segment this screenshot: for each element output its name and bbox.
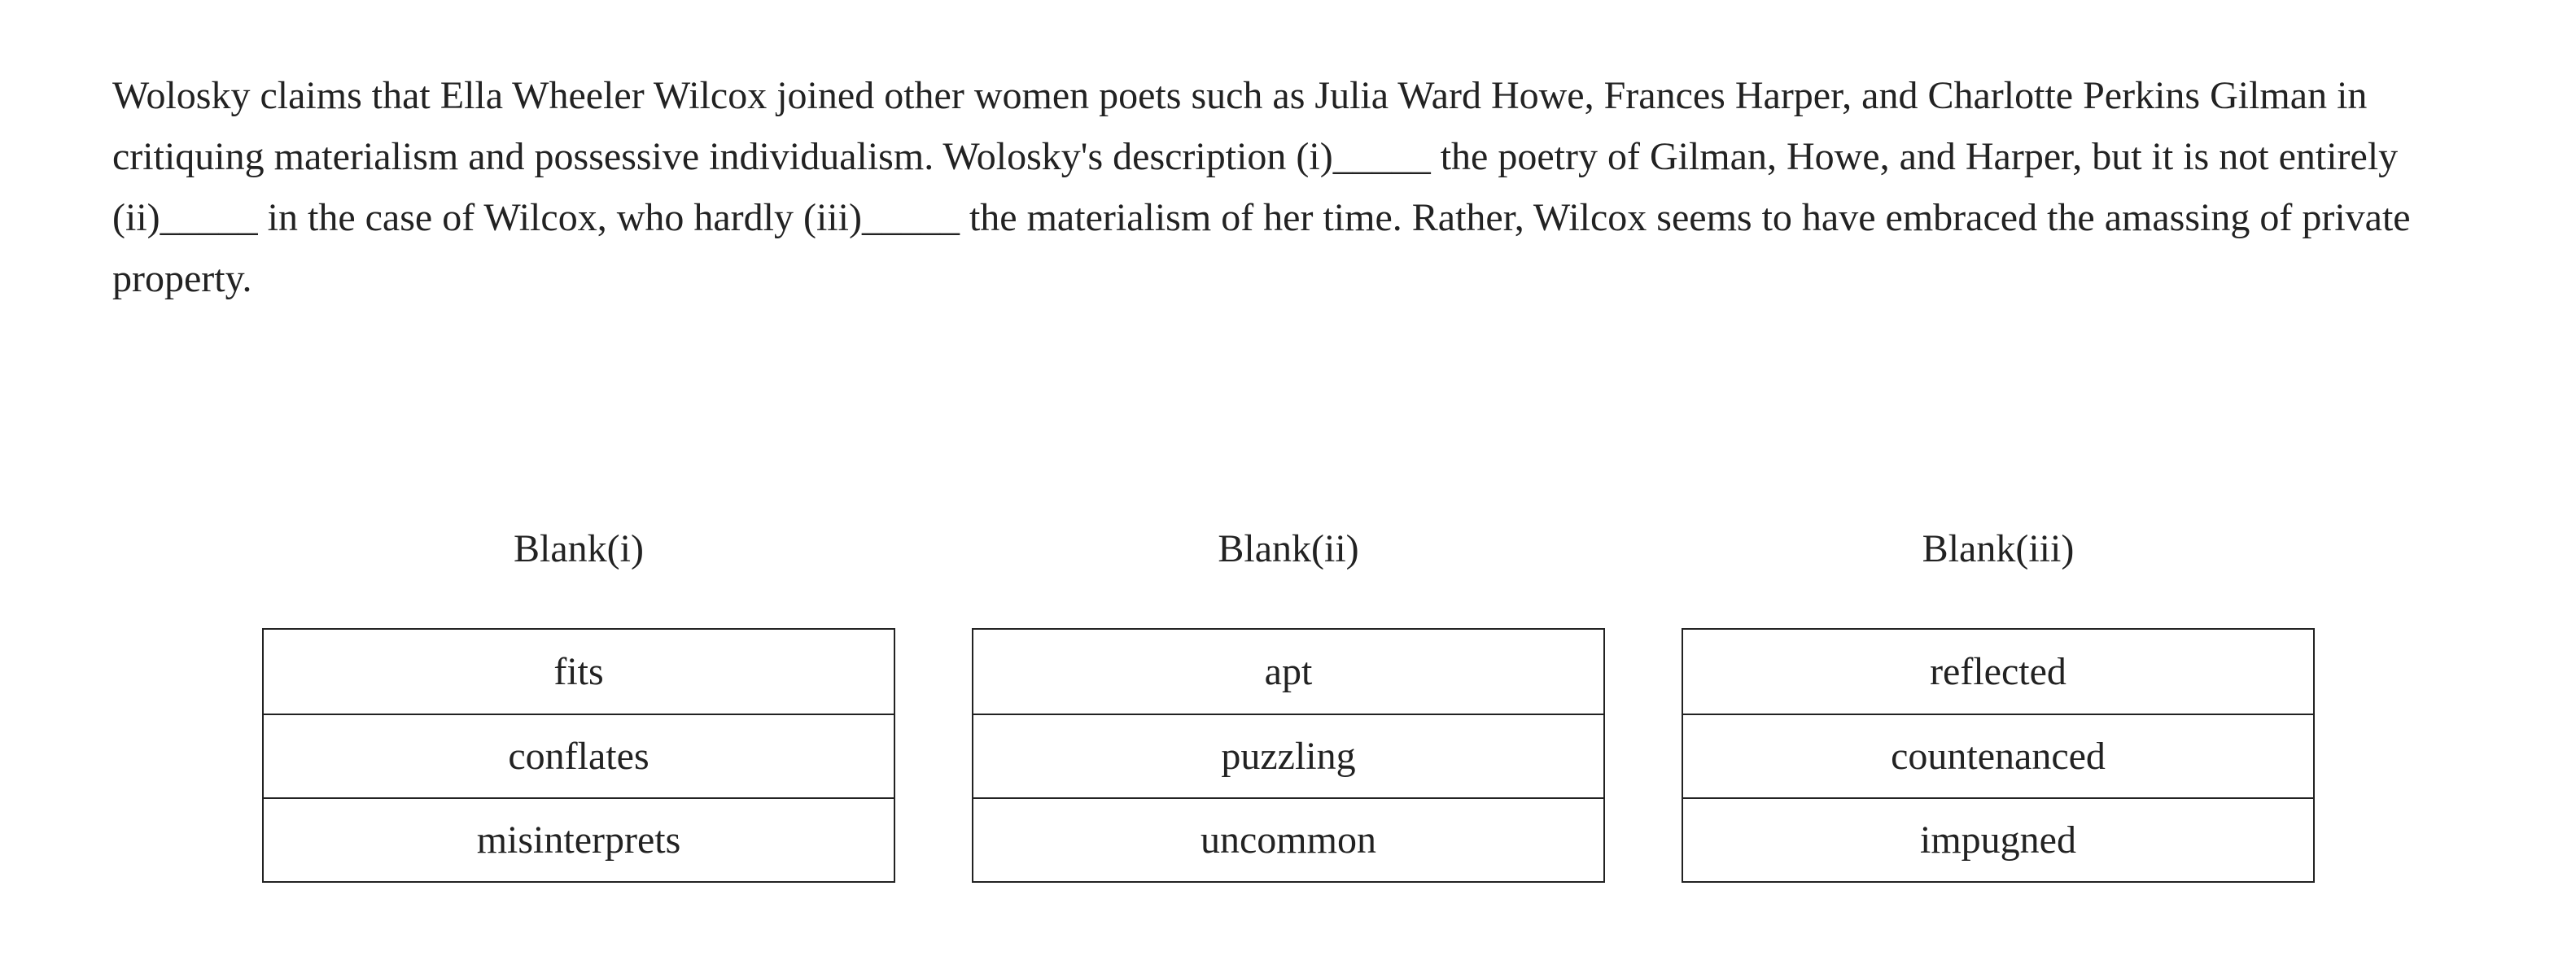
blank-ii-column [972,513,1605,883]
blank-i-column [262,513,895,883]
blank-ii-options [972,628,1605,883]
blank-i-heading: Blank(i) [514,527,644,570]
blank-i-options [262,628,895,883]
blank-iii-options [1682,628,2315,883]
blank-iii-column [1682,513,2315,883]
blank-iii-heading: Blank(iii) [1922,527,2075,570]
blank-ii-option[interactable]: puzzling [973,714,1603,797]
blank-ii-option[interactable]: apt [1264,650,1313,693]
blank-iii-option[interactable]: impugned [1683,797,2313,881]
blank-ii-option[interactable]: uncommon [973,797,1603,881]
answer-choices [262,513,2315,883]
blank-iii-option[interactable]: reflected [1930,650,2066,693]
question-passage: Wolosky claims that Ella Wheeler Wilcox joined other women poets such as Julia Ward Howe, Frances Harper, and Charlotte Perkins Gilman in critiquing materialism and possessive individualism. Wolosky's description (i)_____ the poetry of Gilman, Howe, and Harper, but it is not entirely (ii)_____ in the case of Wilcox, who hardly (iii)_____ the materialism of her time. Rather, Wilcox seems to have embraced the amassing of private property. [112,74,2411,300]
blank-i-option[interactable]: misinterprets [264,797,894,881]
blank-iii-option[interactable]: countenanced [1683,714,2313,797]
blank-i-option[interactable]: fits [553,650,604,693]
blank-ii-heading: Blank(ii) [1218,527,1359,570]
blank-i-option[interactable]: conflates [264,714,894,797]
